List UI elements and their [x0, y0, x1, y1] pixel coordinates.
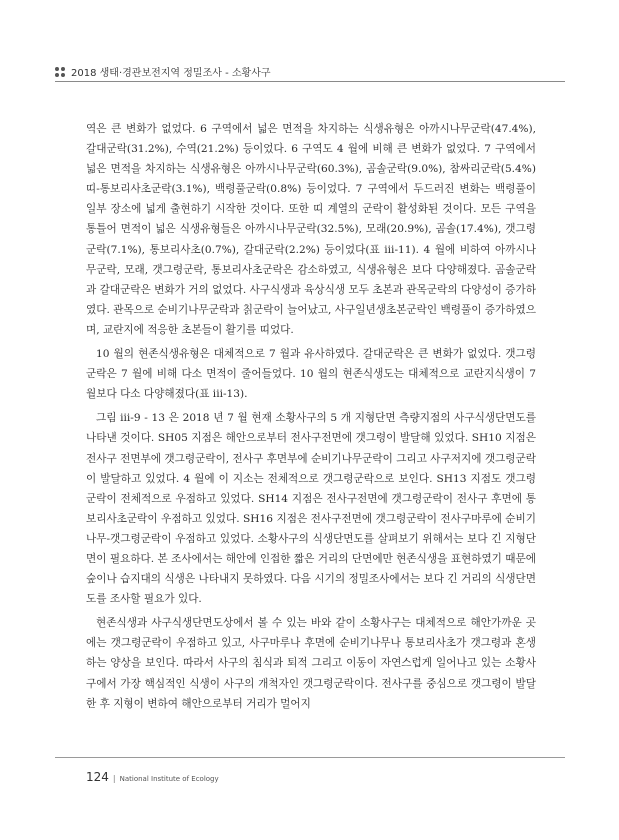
footer-divider [55, 757, 565, 758]
body-text [86, 119, 536, 718]
page-number: 124 [86, 770, 109, 784]
paragraph: 현존식생과 사구식생단면도상에서 볼 수 있는 바와 같이 소황사구는 대체적으로 해안가까운 곳에는 갯그령군락이 우점하고 있고, 사구마루나 후면에 순비기나무나 통보리사초가 갯그령과 혼생하는 양상을 보인다. 따라서 사구의 침식과 퇴적 그리고 이동이 자연스럽게 일어나고 있는 소황사구에서 가장 핵심적인 식생이 사구의 개척자인 갯그령군락이다. 전사구를 중심으로 갯그령이 발달한 후 지형이 변하여 해안으로부터 거리가 멀어지 [86, 617, 536, 710]
paragraph: 역은 큰 변화가 없었다. 6 구역에서 넓은 면적을 차지하는 식생유형은 아까시나무군락(47.4%), 갈대군락(31.2%), 수역(21.2%) 등이었다. 6 구역도 4 월에 비해 큰 변화가 없었다. 7 구역에서 넓은 면적을 차지하는 식생유형은 아까시나무군락(60.3%), 곰솔군락(9.0%), 참싸리군락(5.4%) 띠-통보리사초군락(3.1%), 백령풀군락(0.8%) 등이었다. 7 구역에서 두드러진 변화는 백령풀이 일부 장소에 넓게 출현하기 시작한 것이다. 또한 띠 계열의 군락이 활성화된 것이다. 모든 구역을 통틀어 면적이 넓은 식생유형들은 아까시나무군락(32.5%), 모래(20.9%), 곰솔(17.4%), 갯그령군락(7.1%), 통보리사초(0.7%), 갈대군락(2.2%) 등이었다(표 iii-11). 4 월에 비하여 아까시나무군락, 모래, 갯그령군락, 통보리사초군락은 감소하였고, 식생유형은 보다 다양해졌다. 곰솔군락과 갈대군락은 변화가 거의 없었다. 사구식생과 육상식생 모두 초본과 관목군락의 다양성이 증가하였다. 관목으로 순비기나무군락과 칡군락이 늘어났고, 사구일년생초본군락인 백령풀이 증가하였으며, 교란지에 적응한 초본들이 활기를 띠었다. [86, 123, 536, 336]
page-footer [86, 770, 219, 784]
header-divider [55, 81, 565, 82]
paragraph: 10 월의 현존식생유형은 대체적으로 7 월과 유사하였다. 갈대군락은 큰 변화가 없었다. 갯그령군락은 7 월에 비해 다소 면적이 줄어들었다. 10 월의 현존식생도는 대체적으로 교란지식생이 7 월보다 다소 다양해졌다(표 iii-13). [86, 348, 536, 401]
institution-name: National Institute of Ecology [119, 775, 219, 783]
header-dots-icon [55, 67, 65, 77]
footer-separator: | [112, 774, 116, 783]
paragraph: 그림 iii-9 - 13 은 2018 년 7 월 현재 소황사구의 5 개 지형단면 측량지점의 사구식생단면도를 나타낸 것이다. SH05 지점은 해안으로부터 전사구전면에 갯그령이 발달해 있었다. SH10 지점은 전사구 전면부에 갯그령군락이, 전사구 후면부에 순비기나무군락이 그리고 사구저지에 갯그령군락이 발달하고 있었다. 4 월에 이 지소는 전체적으로 갯그령군락으로 보인다. SH13 지점도 갯그령군락이 전체적으로 우점하고 있었다. SH14 지점은 전사구전면에 갯그령군락이 전사구 후면에 통보리사초군락이 우점하고 있었다. SH16 지점은 전사구전면에 갯그령군락이 전사구마루에 순비기나무-갯그령군락이 우점하고 있었다. 소황사구의 식생단면도를 살펴보기 위해서는 보다 긴 지형단면이 필요하다. 본 조사에서는 해안에 인접한 짧은 거리의 단면에만 현존식생을 표현하였기 때문에 숲이나 습지대의 식생은 나타내지 못하였다. 다음 시기의 정밀조사에서는 보다 긴 거리의 식생단면도를 조사할 필요가 있다. [86, 412, 536, 606]
running-header [55, 64, 565, 79]
header-title: 2018 생태·경관보전지역 정밀조사 - 소황사구 [71, 68, 271, 79]
